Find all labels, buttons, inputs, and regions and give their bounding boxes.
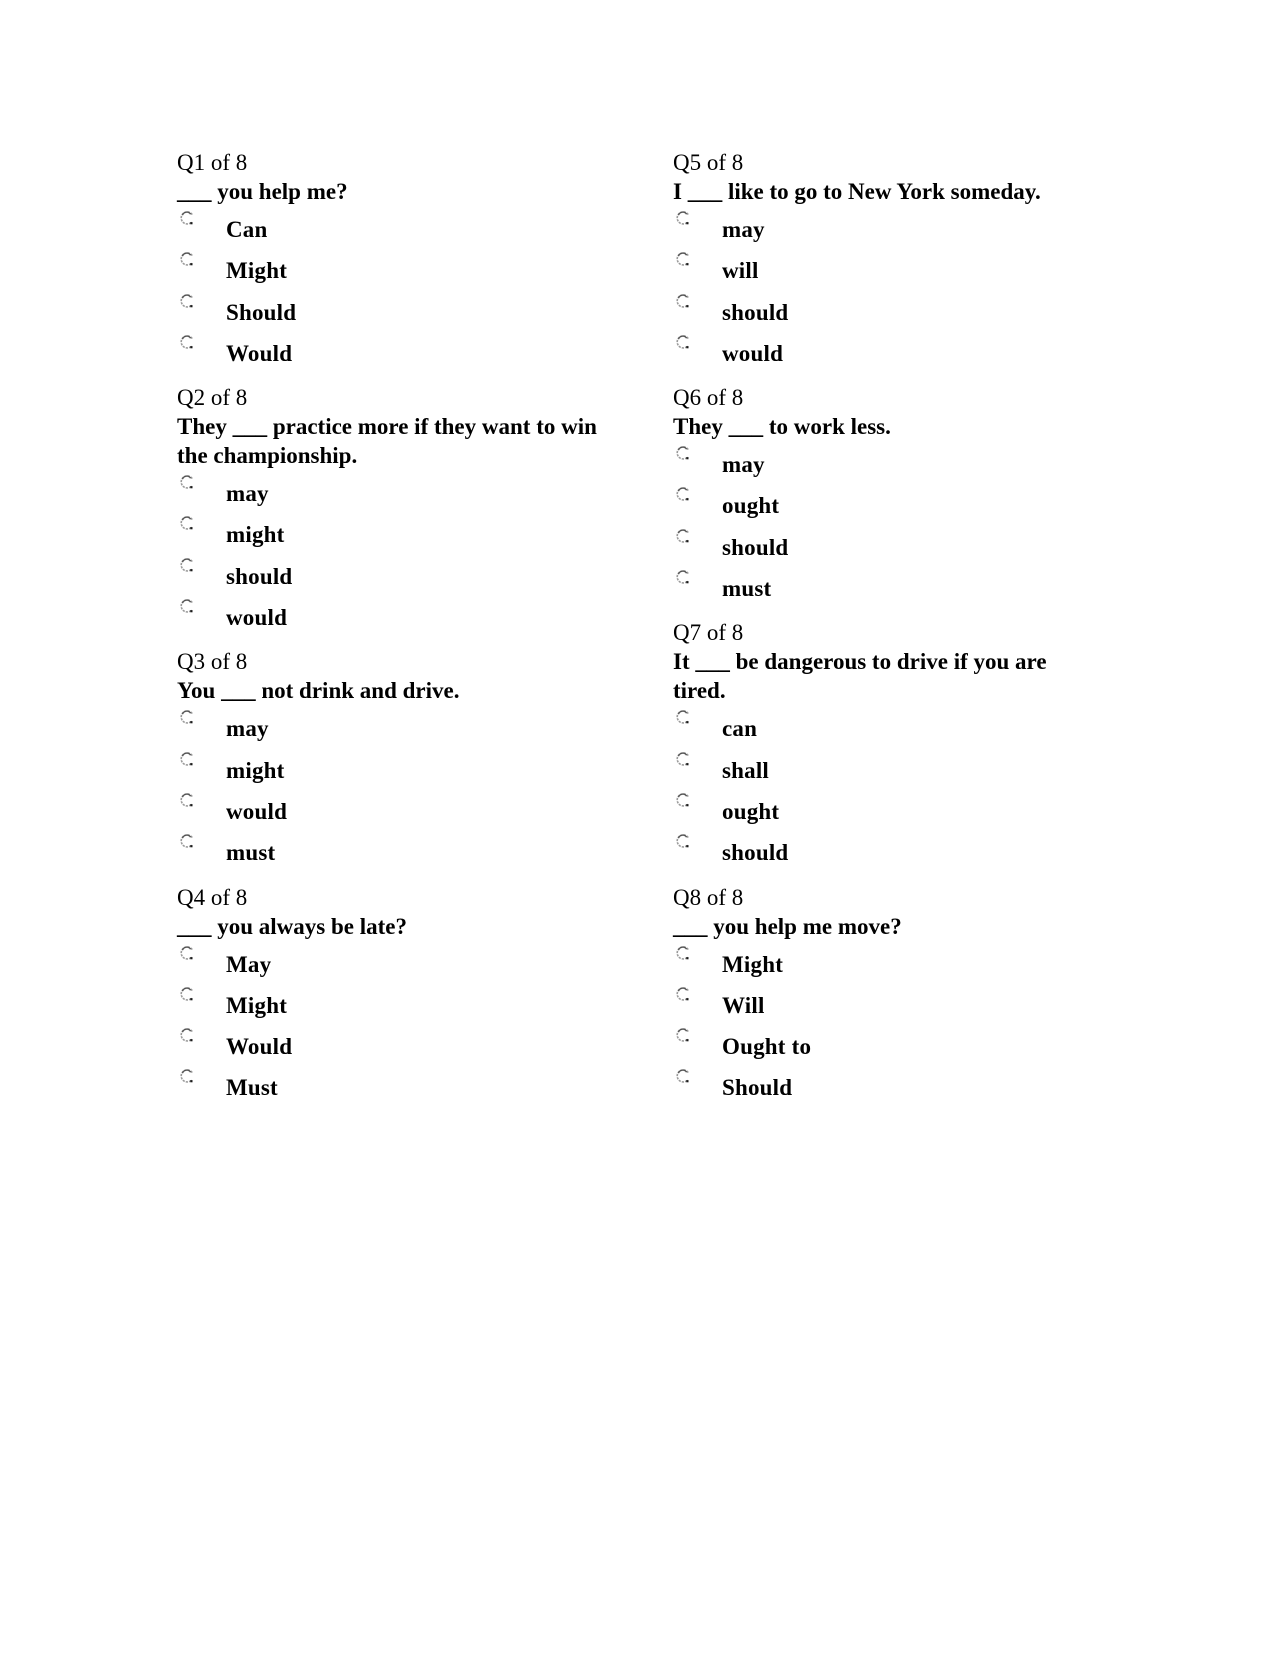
answer-option[interactable] [673,566,1143,607]
answer-label[interactable]: may [226,716,269,742]
radio-button-icon[interactable] [675,210,691,226]
radio-button-icon[interactable] [179,945,195,961]
answer-options [673,706,1143,871]
answer-label[interactable]: might [226,757,285,783]
answer-label[interactable]: Should [226,299,297,325]
answer-label[interactable]: Can [226,217,268,242]
question-2 [177,383,647,636]
answer-option[interactable] [673,207,1143,248]
question-text: ___ you always be late? [177,913,407,939]
radio-button-icon[interactable] [179,792,195,808]
question-5 [673,148,1143,372]
answer-label[interactable]: can [722,716,758,742]
answer-options [673,442,1143,607]
answer-option[interactable] [177,983,647,1024]
quiz-column-left [177,148,647,1118]
answer-label[interactable]: should [722,534,789,560]
radio-button-icon[interactable] [675,1027,691,1043]
answer-options [177,471,647,636]
answer-option[interactable] [177,942,647,983]
answer-label[interactable]: May [226,951,272,977]
radio-button-icon[interactable] [675,334,691,350]
answer-option[interactable] [673,1024,1143,1065]
question-text: They ___ practice more if they want to win the championship. [177,414,597,469]
answer-option[interactable] [177,748,647,789]
answer-options [673,942,1143,1107]
question-text: ___ you help me move? [673,913,902,939]
answer-option[interactable] [673,483,1143,524]
radio-button-icon[interactable] [675,792,691,808]
radio-button-icon[interactable] [179,251,195,267]
radio-button-icon[interactable] [675,251,691,267]
radio-button-icon[interactable] [179,1068,195,1084]
answer-label[interactable]: Will [722,992,765,1018]
question-text: They ___ to work less. [673,414,891,440]
answer-options [177,942,647,1107]
question-7 [673,618,1143,871]
answer-option[interactable] [673,331,1143,372]
question-number: Q3 of 8 [177,649,248,675]
answer-option[interactable] [177,706,647,747]
question-number: Q7 of 8 [673,620,744,646]
radio-button-icon[interactable] [179,751,195,767]
question-text: It ___ be dangerous to drive if you are tired. [673,649,1047,704]
answer-option[interactable] [177,789,647,830]
question-number: Q2 of 8 [177,385,248,411]
answer-label[interactable]: would [722,340,784,366]
answer-option[interactable] [177,471,647,512]
answer-label[interactable]: should [226,563,293,589]
radio-button-icon[interactable] [179,833,195,849]
radio-button-icon[interactable] [179,210,195,226]
quiz-column-right [673,148,1143,1118]
answer-label[interactable]: Would [226,1034,293,1060]
radio-button-icon[interactable] [179,474,195,490]
answer-option[interactable] [177,1024,647,1065]
question-3 [177,647,647,871]
answer-label[interactable]: should [722,299,789,325]
radio-button-icon[interactable] [179,986,195,1002]
question-text: I ___ like to go to New York someday. [673,179,1041,204]
answer-option[interactable] [673,290,1143,331]
radio-button-icon[interactable] [179,557,195,573]
answer-label[interactable]: Would [226,340,293,366]
answer-options [673,207,1143,372]
question-1 [177,148,647,372]
answer-option[interactable] [673,248,1143,289]
radio-button-icon[interactable] [179,1027,195,1043]
answer-label[interactable]: Might [226,258,288,284]
question-number: Q5 of 8 [673,150,744,175]
radio-button-icon[interactable] [675,1068,691,1084]
question-number: Q1 of 8 [177,150,248,175]
radio-button-icon[interactable] [675,751,691,767]
answer-option[interactable] [673,830,1143,871]
answer-label[interactable]: Ought to [722,1034,812,1060]
radio-button-icon[interactable] [675,293,691,309]
answer-option[interactable] [177,290,647,331]
answer-label[interactable]: should [722,840,789,866]
answer-label[interactable]: would [226,605,288,631]
answer-label[interactable]: will [722,258,759,284]
answer-option[interactable] [673,748,1143,789]
answer-option[interactable] [177,595,647,636]
answer-option[interactable] [177,512,647,553]
answer-options [177,706,647,871]
answer-option[interactable] [673,442,1143,483]
answer-option[interactable] [673,525,1143,566]
question-8 [673,883,1143,1107]
answer-label[interactable]: ought [722,798,780,824]
answer-option[interactable] [673,983,1143,1024]
question-text: ___ you help me? [177,179,348,204]
answer-option[interactable] [177,1065,647,1106]
answer-label[interactable]: Should [722,1075,793,1101]
radio-button-icon[interactable] [675,986,691,1002]
answer-option[interactable] [673,942,1143,983]
radio-button-icon[interactable] [179,598,195,614]
question-number: Q8 of 8 [673,884,744,910]
radio-button-icon[interactable] [675,709,691,725]
answer-options [177,207,647,372]
answer-option[interactable] [177,554,647,595]
radio-button-icon[interactable] [179,293,195,309]
answer-label[interactable]: may [226,481,269,507]
radio-button-icon[interactable] [675,833,691,849]
answer-option[interactable] [673,1065,1143,1106]
answer-option[interactable] [673,789,1143,830]
answer-label[interactable]: Must [226,1075,278,1101]
answer-label[interactable]: Might [722,951,784,977]
answer-label[interactable]: would [226,798,288,824]
radio-button-icon[interactable] [675,528,691,544]
answer-label[interactable]: Might [226,992,288,1018]
answer-option[interactable] [177,207,647,248]
answer-label[interactable]: shall [722,757,770,783]
answer-label[interactable]: may [722,452,765,478]
answer-option[interactable] [177,248,647,289]
answer-label[interactable]: might [226,522,285,548]
radio-button-icon[interactable] [179,515,195,531]
answer-label[interactable]: must [226,840,276,866]
radio-button-icon[interactable] [675,486,691,502]
radio-button-icon[interactable] [675,445,691,461]
answer-option[interactable] [177,331,647,372]
question-number: Q6 of 8 [673,385,744,411]
radio-button-icon[interactable] [179,709,195,725]
question-text: You ___ not drink and drive. [177,678,460,704]
answer-label[interactable]: ought [722,493,780,519]
radio-button-icon[interactable] [675,945,691,961]
answer-option[interactable] [177,830,647,871]
answer-label[interactable]: may [722,217,765,242]
radio-button-icon[interactable] [675,569,691,585]
answer-option[interactable] [673,706,1143,747]
question-4 [177,883,647,1107]
question-6 [673,383,1143,607]
answer-label[interactable]: must [722,576,772,602]
question-number: Q4 of 8 [177,884,248,910]
radio-button-icon[interactable] [179,334,195,350]
quiz-container [177,148,1097,1118]
